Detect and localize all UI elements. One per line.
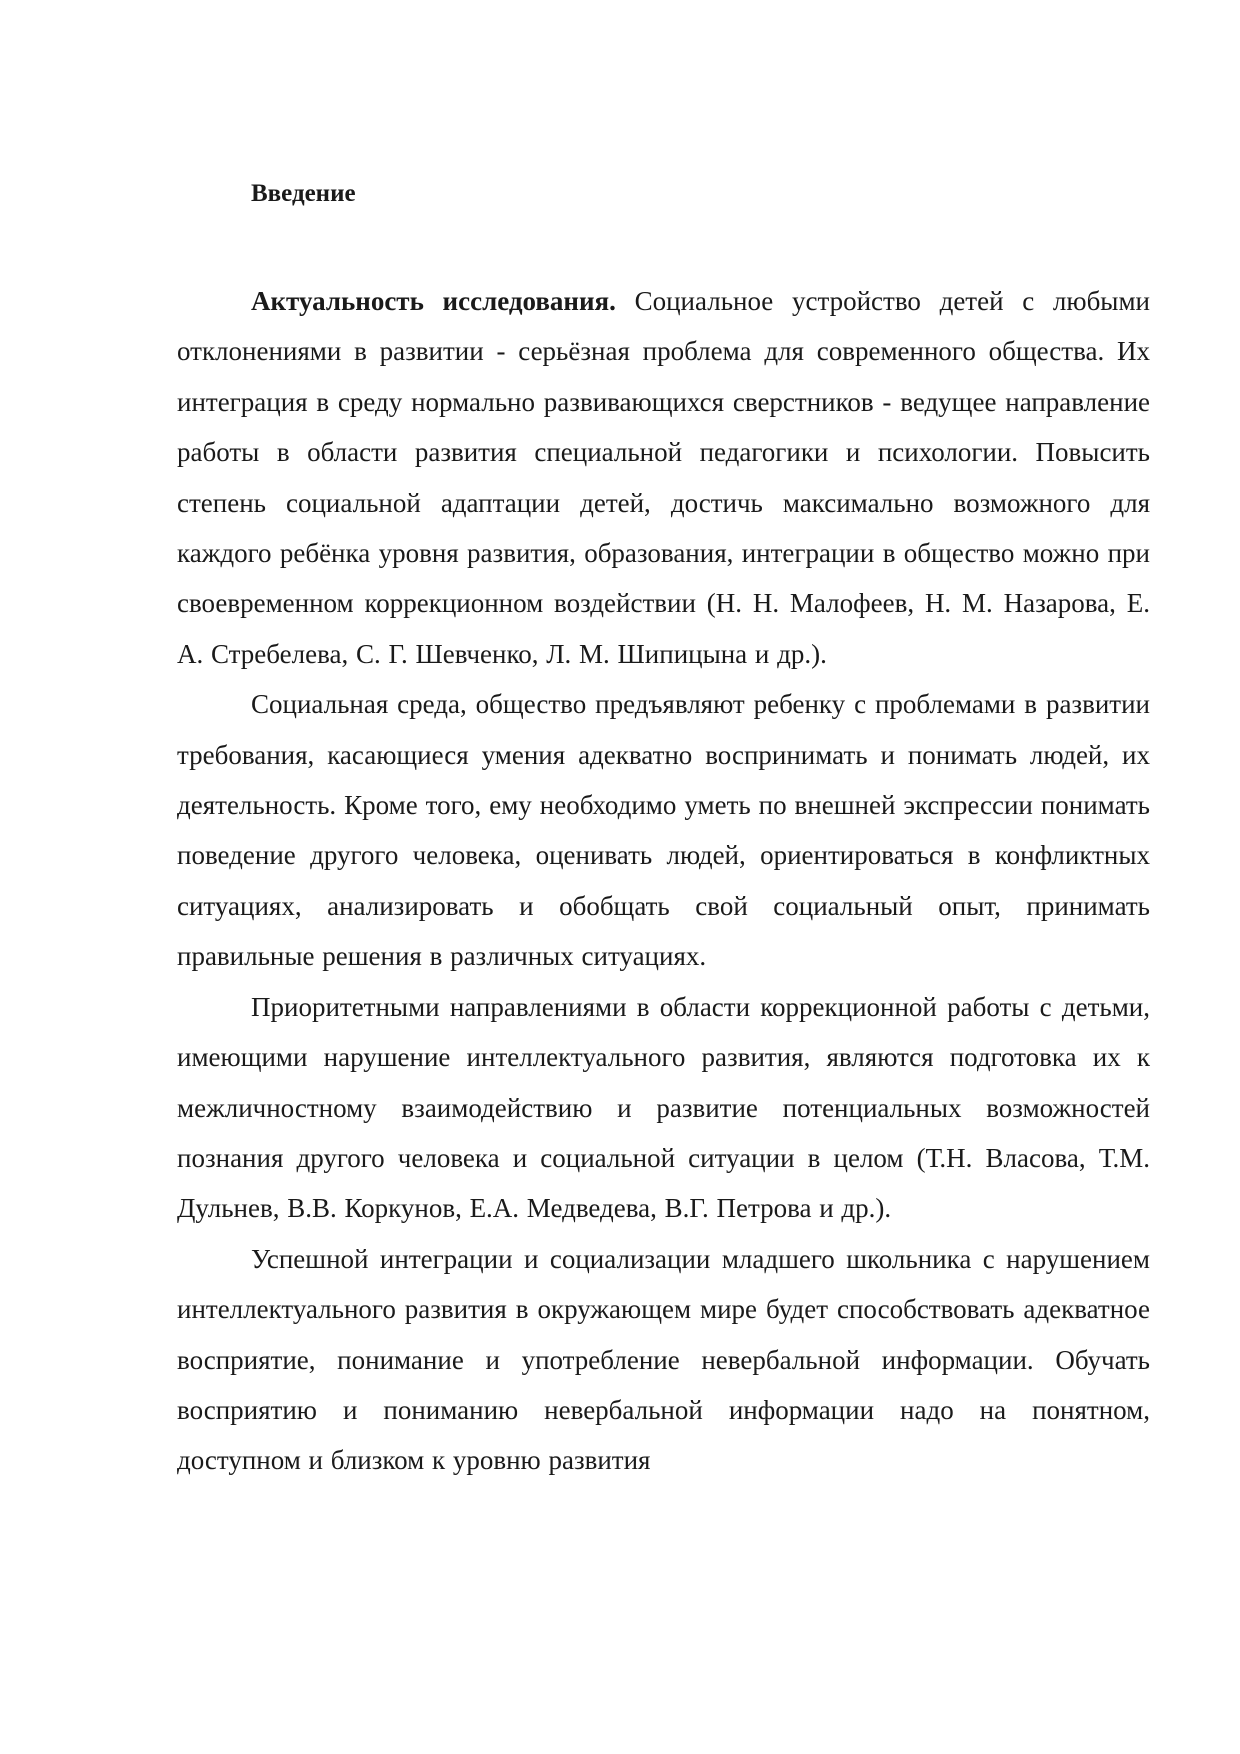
section-heading: Введение bbox=[251, 180, 356, 207]
paragraph-relevance bbox=[177, 276, 1150, 679]
paragraph-integration: Успешной интеграции и социализации младшего школьника с нарушением интеллектуального развития в окружающем мире будет способствовать адекватное восприятие, понимание и употребление невербальной информации. Обучать восприятию и пониманию невербальной информации надо на понятном, доступном и близком к уровню развития bbox=[177, 1243, 1150, 1476]
body-text bbox=[177, 276, 1150, 1486]
paragraph-lead: Актуальность исследования. bbox=[251, 286, 616, 316]
paragraph-text: Социальное устройство детей с любыми отклонениями в развитии - серьёзная проблема для современного общества. Их интеграция в среду нормально развивающихся сверстников - ведущее направление работы в области развития специальной педагогики и психологии. Повысить степень социальной адаптации детей, достичь максимально возможного для каждого ребёнка уровня развития, образования, интеграции в общество можно при своевременном коррекционном воздействии (Н. Н. Малофеев, Н. М. Назарова, Е. А. Стребелева, С. Г. Шевченко, Л. М. Шипицына и др.). bbox=[177, 286, 1150, 669]
paragraph-social-environment: Социальная среда, общество предъявляют ребенку с проблемами в развитии требования, касающиеся умения адекватно воспринимать и понимать людей, их деятельность. Кроме того, ему необходимо уметь по внешней экспрессии понимать поведение другого человека, оценивать людей, ориентироваться в конфликтных ситуациях, анализировать и обобщать свой социальный опыт, принимать правильные решения в различных ситуациях. bbox=[177, 689, 1150, 972]
paragraph-priorities: Приоритетными направлениями в области коррекционной работы с детьми, имеющими нарушение интеллектуального развития, являются подготовка их к межличностному взаимодействию и развитие потенциальных возможностей познания другого человека и социальной ситуации в целом (Т.Н. Власова, Т.М. Дульнев, В.В. Коркунов, Е.А. Медведева, В.Г. Петрова и др.). bbox=[177, 991, 1150, 1224]
